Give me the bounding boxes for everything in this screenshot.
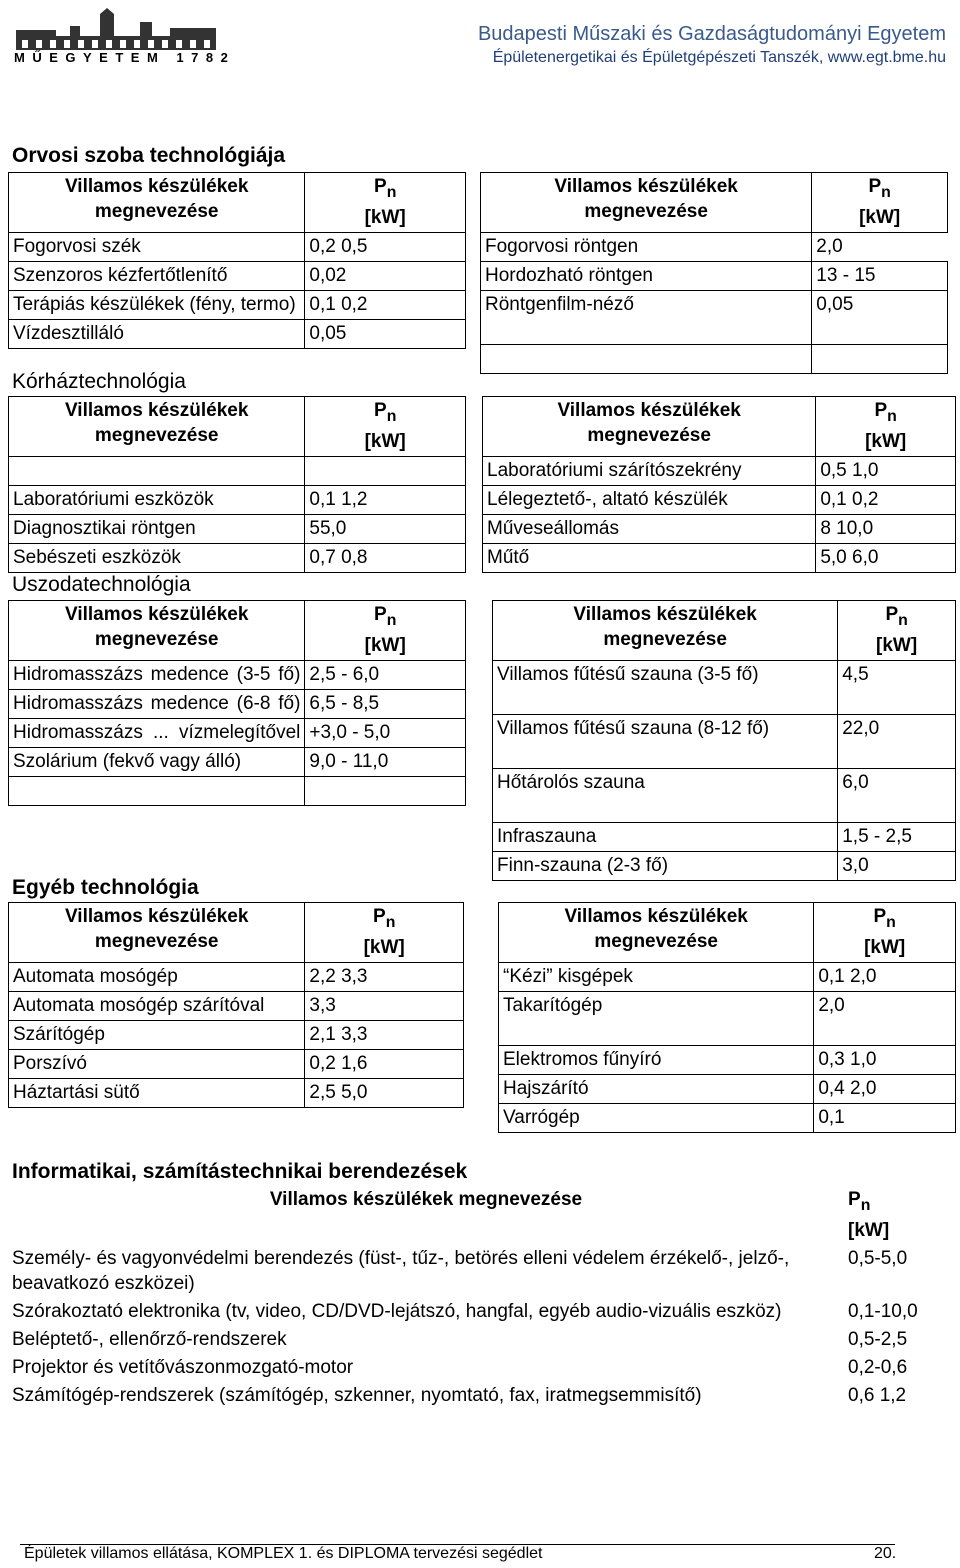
table-orvosi-right: [480, 172, 948, 374]
table-row: Porszívó 0,2 1,6: [9, 1049, 464, 1078]
table-korhaz-right: [482, 396, 956, 573]
section-title-korhaz: Kórháztechnológia: [12, 370, 186, 393]
col-header-p: $P_n$ [kW]: [305, 397, 466, 457]
section-title-uszoda: Uszodatechnológia: [12, 573, 191, 596]
table-uszoda-right: [492, 600, 956, 881]
table-row: Szenzoros kézfertőtlenítő 0,02: [9, 261, 466, 290]
table-korhaz-left: [8, 396, 466, 573]
col-header-name: Villamos készülékek megnevezése: [9, 397, 305, 457]
table-row: Hordozható röntgen 13 - 15: [481, 261, 948, 290]
table-row: “Kézi” kisgépek 0,1 2,0: [499, 962, 956, 991]
col-header-p: $P_n$ [kW]: [305, 903, 464, 963]
table-row: Hidromasszázs ... vízmelegítővel +3,0 - 5,0: [9, 718, 466, 747]
table-row: Terápiás készülékek (fény, termo) 0,1 0,2: [9, 290, 466, 319]
table-row: Villamos fűtésű szauna (3-5 fő) 4,5: [493, 660, 956, 714]
table-row: Hidromasszázs medence (6-8 fő) 6,5 - 8,5: [9, 689, 466, 718]
table-row: Projektor és vetítővászonmozgató-motor 0,2-0,6: [12, 1356, 908, 1378]
table-row: Fogorvosi röntgen 2,0: [481, 232, 948, 261]
section-title-orvosi: Orvosi szoba technológiája: [12, 144, 286, 167]
col-header-p: $P_n$ [kW]: [812, 173, 948, 233]
table-row: Laboratóriumi szárítószekrény 0,5 1,0: [483, 456, 956, 485]
table-row: Vízdesztilláló 0,05: [9, 319, 466, 348]
table-row: Diagnosztikai röntgen 55,0: [9, 514, 466, 543]
table-uszoda-left: [8, 600, 466, 806]
table-row: Szárítógép 2,1 3,3: [9, 1020, 464, 1049]
table-row: Háztartási sütő 2,5 5,0: [9, 1078, 464, 1107]
section-title-info: Informatikai, számítástechnikai berendezések: [12, 1160, 468, 1183]
table-row: Számítógép-rendszerek (számítógép, szkenner, nyomtató, fax, iratmegsemmisítő) 0,6 1,2: [12, 1384, 907, 1406]
section-title-egyeb: Egyéb technológia: [12, 876, 199, 899]
university-name: Budapesti Műszaki és Gazdaságtudományi Egyetem: [477, 23, 946, 45]
department-name: Épületenergetikai és Épületgépészeti Tanszék, www.egt.bme.hu: [492, 49, 946, 66]
table-row: Hajszárító 0,4 2,0: [499, 1074, 956, 1103]
table-row: Személy- és vagyonvédelmi berendezés (füst-, tűz-, betörés elleni védelem érzékelő-, jelző-, beavatkozó eszközei) 0,5-5,0: [12, 1247, 908, 1294]
table-row: Szolárium (fekvő vagy álló) 9,0 - 11,0: [9, 747, 466, 776]
table-row: Laboratóriumi eszközök 0,1 1,2: [9, 485, 466, 514]
table-row: Takarítógép 2,0: [499, 991, 956, 1045]
col-header-p: $P_n$ [kW]: [816, 397, 956, 457]
col-header-p: $P_n$ [kW]: [848, 1189, 890, 1241]
table-row: Műveseállomás 8 10,0: [483, 514, 956, 543]
table-row: [481, 344, 948, 373]
table-row: Varrógép 0,1: [499, 1103, 956, 1132]
table-row: Villamos fűtésű szauna (8-12 fő) 22,0: [493, 714, 956, 768]
col-header-p: $P_n$ [kW]: [838, 601, 956, 661]
university-logo: [10, 8, 240, 70]
col-header-p: $P_n$ [kW]: [305, 173, 466, 233]
col-header-name: Villamos készülékek megnevezése: [499, 903, 814, 963]
table-row: Röntgenfilm-néző 0,05: [481, 290, 948, 344]
table-row: Infraszauna 1,5 - 2,5: [493, 822, 956, 851]
table-row: Műtő 5,0 6,0: [483, 543, 956, 572]
col-header-name: Villamos készülékek megnevezése: [483, 397, 816, 457]
table-row: Automata mosógép szárítóval 3,3: [9, 991, 464, 1020]
table-info: [8, 1186, 952, 1410]
col-header-name: Villamos készülékek megnevezése: [269, 1189, 583, 1210]
table-row: Elektromos fűnyíró 0,3 1,0: [499, 1045, 956, 1074]
table-row: Automata mosógép 2,2 3,3: [9, 962, 464, 991]
col-header-name: Villamos készülékek megnevezése: [9, 903, 305, 963]
table-row: Finn-szauna (2-3 fő) 3,0: [493, 851, 956, 880]
table-row: Hidromasszázs medence (3-5 fő) 2,5 - 6,0: [9, 660, 466, 689]
logo-text: MŰEGYETEM 1782: [14, 50, 236, 65]
col-header-name: Villamos készülékek megnevezése: [481, 173, 812, 233]
table-egyeb-left: [8, 902, 464, 1108]
table-row: Lélegeztető-, altató készülék 0,1 0,2: [483, 485, 956, 514]
col-header-p: $P_n$ [kW]: [305, 601, 466, 661]
university-header: [478, 22, 946, 70]
col-header-p: $P_n$ [kW]: [814, 903, 956, 963]
table-egyeb-right: [498, 902, 956, 1133]
footer-text: Épületek villamos ellátása, KOMPLEX 1. és DIPLOMA tervezési segédlet: [24, 1545, 543, 1562]
col-header-name: Villamos készülékek megnevezése: [9, 173, 305, 233]
table-row: Beléptető-, ellenőrző-rendszerek 0,5-2,5: [12, 1328, 908, 1350]
table-orvosi-left: [8, 172, 466, 349]
col-header-name: Villamos készülékek megnevezése: [9, 601, 305, 661]
table-row: Fogorvosi szék 0,2 0,5: [9, 232, 466, 261]
table-row: Szórakoztató elektronika (tv, video, CD/DVD-lejátszó, hangfal, egyéb audio-vizuális eszköz) 0,1-10,0: [12, 1300, 918, 1322]
table-row: Sebészeti eszközök 0,7 0,8: [9, 543, 466, 572]
page-number: 20.: [874, 1545, 897, 1562]
table-row: Hőtárolós szauna 6,0: [493, 768, 956, 822]
col-header-name: Villamos készülékek megnevezése: [493, 601, 838, 661]
